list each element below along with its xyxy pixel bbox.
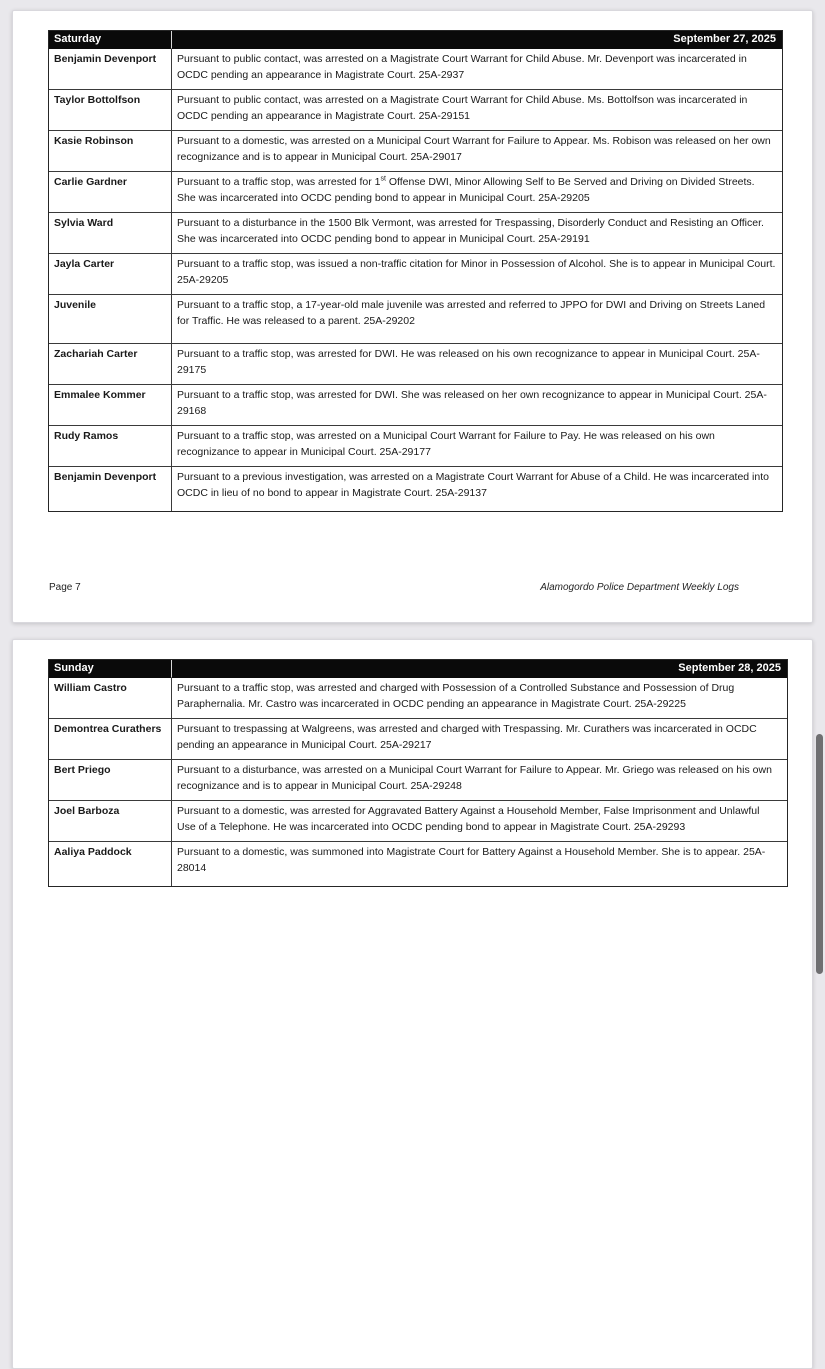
- table-row: [49, 467, 782, 511]
- document-page-1: [12, 10, 813, 623]
- ordinal-suffix: st: [380, 175, 386, 183]
- incident-description: Pursuant to a traffic stop, was arrested for DWI. He was released on his own recognizance to appear in Municipal Court. 25A-29175: [172, 344, 782, 385]
- incident-description: Pursuant to a traffic stop, a 17-year-old male juvenile was arrested and referred to JPPO for DWI and Driving on Streets Laned for Traffic. He was released to a parent. 25A-29202: [172, 295, 782, 344]
- page-number: Page 7: [49, 582, 81, 593]
- suspect-name: Benjamin Devenport: [49, 467, 172, 511]
- incident-description: Pursuant to a disturbance, was arrested on a Municipal Court Warrant for Failure to Appear. Mr. Griego was released on his own recognizance and is to appear in Municipal Court. 25A-29248: [172, 760, 787, 801]
- table-row: [49, 90, 782, 131]
- date-label: September 27, 2025: [172, 31, 782, 49]
- document-title: Alamogordo Police Department Weekly Logs: [540, 582, 739, 593]
- table-row: [49, 172, 782, 213]
- table-row: [49, 344, 782, 385]
- incident-description: Pursuant to a traffic stop, was arrested for DWI. She was released on her own recognizance to appear in Municipal Court. 25A-29168: [172, 385, 782, 426]
- suspect-name: William Castro: [49, 678, 172, 719]
- suspect-name: Juvenile: [49, 295, 172, 344]
- table-row: [49, 213, 782, 254]
- table-row: [49, 719, 787, 760]
- table-row: [49, 801, 787, 842]
- suspect-name: Aaliya Paddock: [49, 842, 172, 886]
- incident-description: Pursuant to a domestic, was summoned into Magistrate Court for Battery Against a Household Member. She is to appear. 25A-28014: [177, 846, 766, 874]
- suspect-name: Emmalee Kommer: [49, 385, 172, 426]
- suspect-name: Joel Barboza: [49, 801, 172, 842]
- suspect-name: Bert Priego: [49, 760, 172, 801]
- log-table-sunday: [48, 659, 788, 887]
- suspect-name: Benjamin Devenport: [49, 49, 172, 90]
- page-footer: [48, 582, 812, 598]
- day-label: Sunday: [49, 660, 172, 678]
- incident-description: Pursuant to a domestic, was arrested on a Municipal Court Warrant for Failure to Appear. Ms. Robison was released on her own recognizance and is to appear in Municipal Court. 25A-29017: [172, 131, 782, 172]
- suspect-name: Jayla Carter: [49, 254, 172, 295]
- incident-description: Pursuant to public contact, was arrested on a Magistrate Court Warrant for Child Abuse. Mr. Devenport was incarcerated in OCDC pending an appearance in Magistrate Court. 25A-2937: [172, 49, 782, 90]
- table-header-row: [49, 660, 787, 678]
- table-row: [49, 426, 782, 467]
- table-row: [49, 760, 787, 801]
- table-row: [49, 842, 787, 886]
- table-row: [49, 254, 782, 295]
- table-row: [49, 49, 782, 90]
- incident-description: Pursuant to a traffic stop, was issued a non-traffic citation for Minor in Possession of Alcohol. She is to appear in Municipal Court. 25A-29205: [172, 254, 782, 295]
- date-label: September 28, 2025: [172, 660, 787, 678]
- suspect-name: Demontrea Curathers: [49, 719, 172, 760]
- description-text: Offense DWI, Minor Allowing Self to Be Served and Driving on Divided Streets. She was incarcerated into OCDC pending bond to appear in Municipal Court. 25A-29205: [177, 176, 755, 204]
- incident-description: Pursuant to public contact, was arrested on a Magistrate Court Warrant for Child Abuse. Ms. Bottolfson was incarcerated in OCDC pending an appearance in Magistrate Court. 25A-29151: [172, 90, 782, 131]
- table-row: [49, 295, 782, 344]
- day-label: Saturday: [49, 31, 172, 49]
- suspect-name: Kasie Robinson: [49, 131, 172, 172]
- incident-description: Pursuant to a disturbance in the 1500 Blk Vermont, was arrested for Trespassing, Disorderly Conduct and Resisting an Officer. She was incarcerated into OCDC pending bond to appear in Municipal Court. 25A-29191: [172, 213, 782, 254]
- table-row: [49, 678, 787, 719]
- suspect-name: Carlie Gardner: [49, 172, 172, 213]
- document-page-2: [12, 639, 813, 1369]
- suspect-name: Rudy Ramos: [49, 426, 172, 467]
- table-header-row: [49, 31, 782, 49]
- log-table-saturday: [48, 30, 783, 512]
- incident-description: Pursuant to a traffic stop, was arrested and charged with Possession of a Controlled Substance and Possession of Drug Paraphernalia. Mr. Castro was incarcerated in OCDC pending an appearance in Magistrate Court. 25A-29225: [172, 678, 787, 719]
- incident-description: Pursuant to a previous investigation, was arrested on a Magistrate Court Warrant for Abuse of a Child. He was incarcerated into OCDC in lieu of no bond to appear in Magistrate Court. 25A-29137: [177, 471, 769, 499]
- incident-description: Pursuant to a domestic, was arrested for Aggravated Battery Against a Household Member, False Imprisonment and Unlawful Use of a Telephone. He was incarcerated into OCDC pending bond to appear in Magistrate Court. 25A-29293: [172, 801, 787, 842]
- suspect-name: Taylor Bottolfson: [49, 90, 172, 131]
- suspect-name: Sylvia Ward: [49, 213, 172, 254]
- vertical-scrollbar-thumb[interactable]: [816, 734, 823, 974]
- table-row: [49, 131, 782, 172]
- incident-description: Pursuant to a traffic stop, was arrested on a Municipal Court Warrant for Failure to Pay. He was released on his own recognizance to appear in Municipal Court. 25A-29177: [172, 426, 782, 467]
- suspect-name: Zachariah Carter: [49, 344, 172, 385]
- incident-description: [172, 172, 782, 213]
- description-text: Pursuant to a traffic stop, was arrested for 1: [177, 176, 381, 188]
- incident-description: Pursuant to trespassing at Walgreens, was arrested and charged with Trespassing. Mr. Curathers was incarcerated in OCDC pending an appearance in Municipal Court. 25A-29217: [172, 719, 787, 760]
- table-row: [49, 385, 782, 426]
